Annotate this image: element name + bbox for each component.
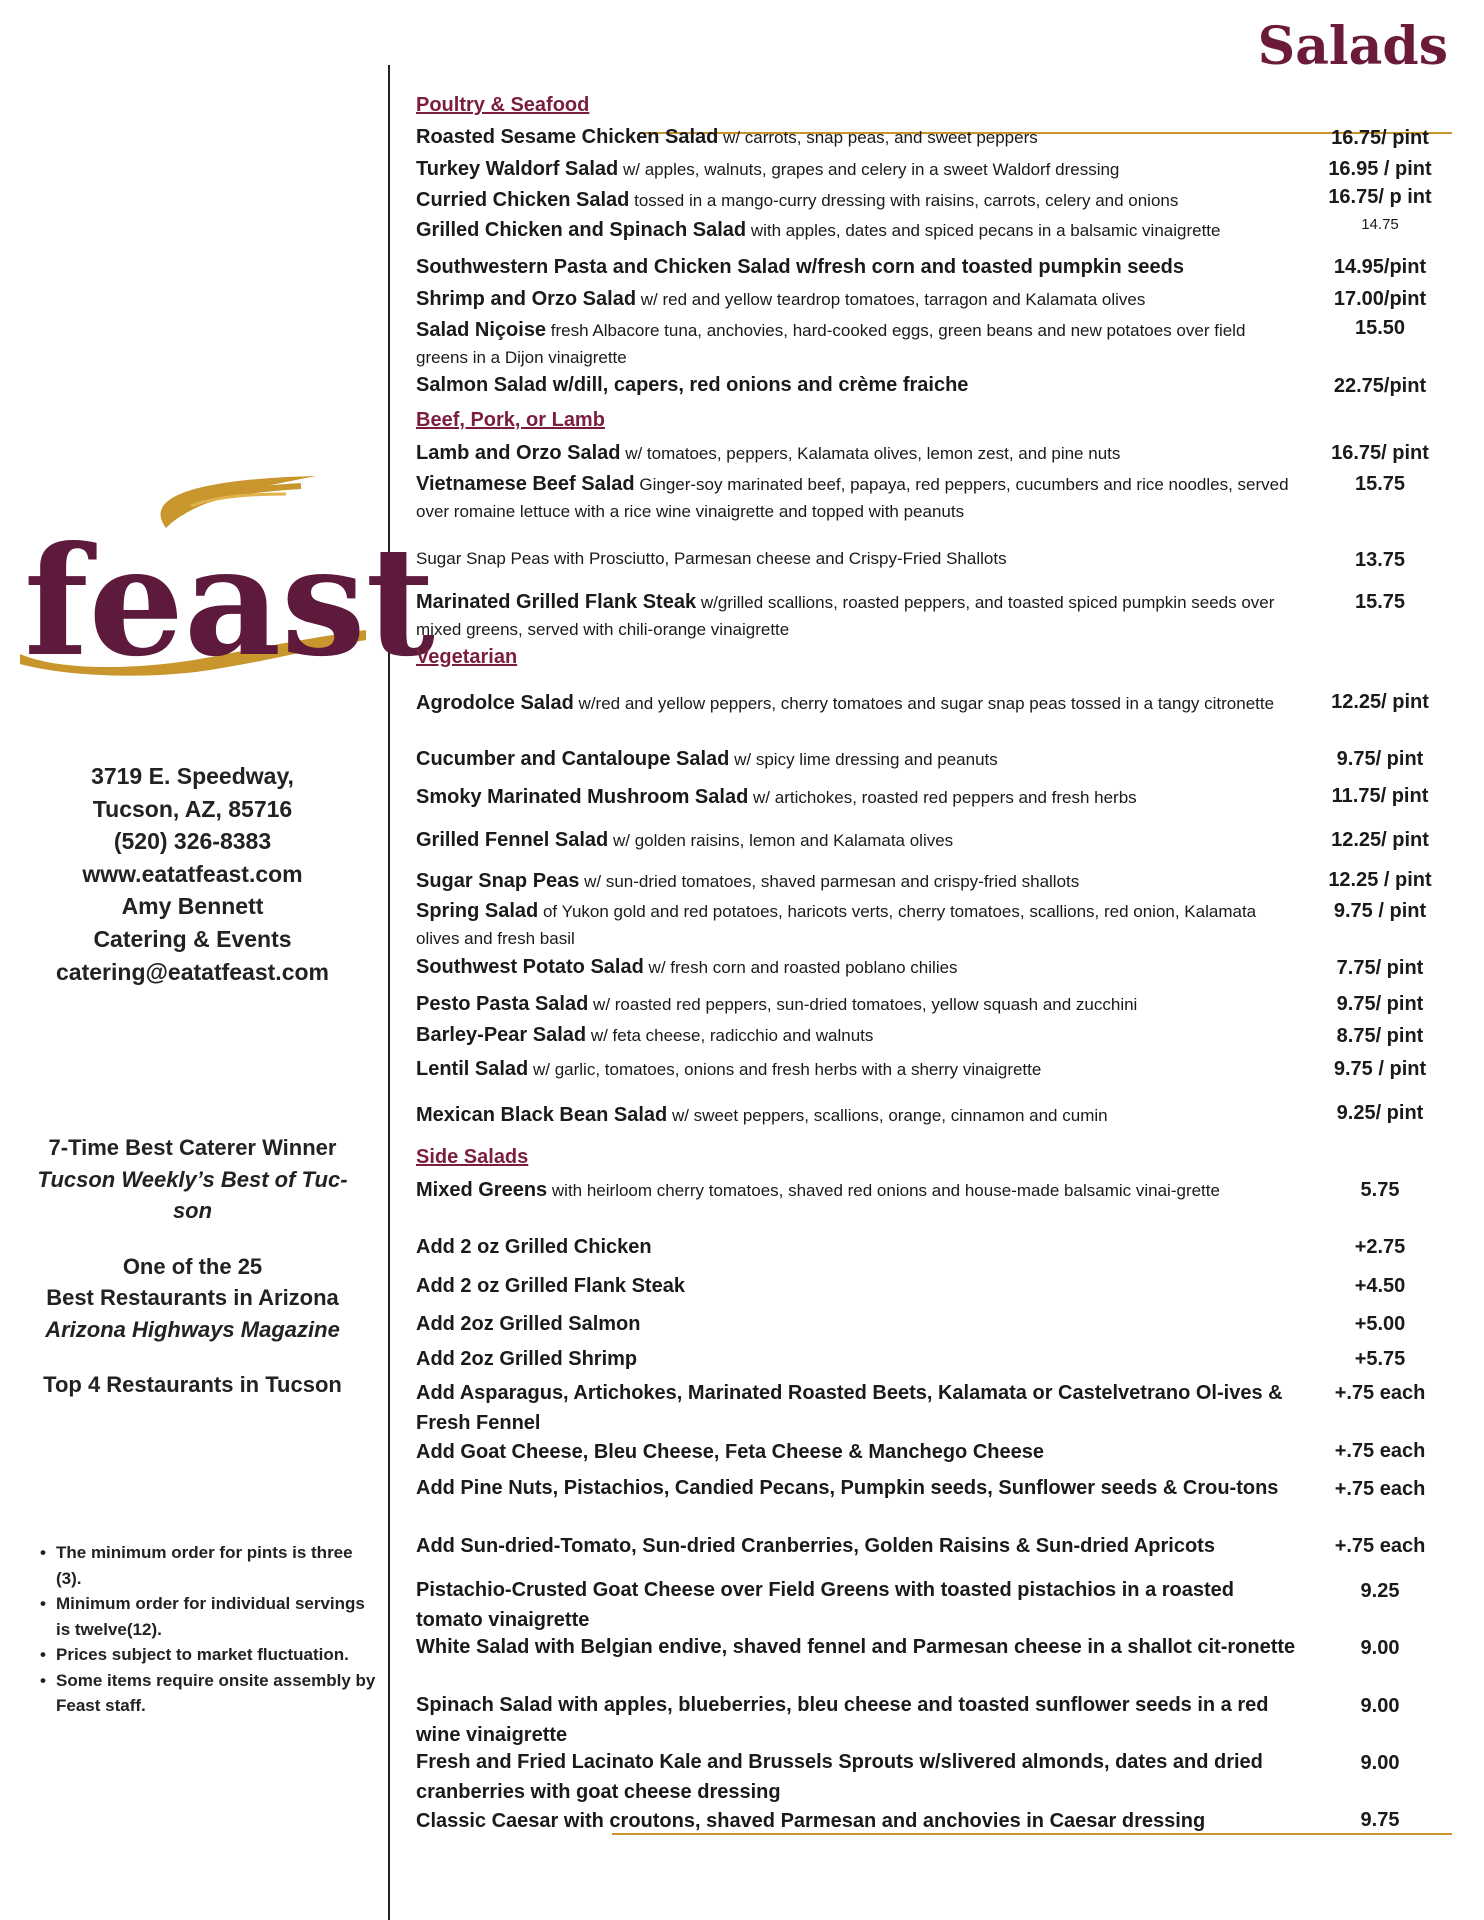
order-notes <box>40 1540 380 1719</box>
menu-item: Add 2 oz Grilled Flank Steak <box>416 1275 685 1297</box>
menu-item-price: 13.75 <box>1354 549 1406 571</box>
menu-item: Agrodolce Salad w/red and yellow peppers, cherry tomatoes and sugar snap peas tossed in a tangy citronette <box>416 692 1275 714</box>
menu-item-price: 9.75 / pint <box>1333 900 1427 922</box>
menu-item: Cucumber and Cantaloupe Salad w/ spicy lime dressing and peanuts <box>416 748 998 770</box>
menu-item-price: 15.50 <box>1354 317 1406 339</box>
sidebar <box>0 0 435 1920</box>
menu-item: Add Goat Cheese, Bleu Cheese, Feta Cheese & Manchego Cheese <box>416 1441 1044 1463</box>
contact-department: Catering & Events <box>93 925 292 952</box>
menu-item-price: 14.95/pint <box>1333 256 1427 278</box>
menu-item-price: +.75 each <box>1334 1535 1426 1557</box>
menu-item-price: 16.75/ p int <box>1328 186 1432 208</box>
menu-item: Grilled Fennel Salad w/ golden raisins, lemon and Kalamata olives <box>416 829 954 851</box>
menu-item: Add Pine Nuts, Pistachios, Candied Pecans, Pumpkin seeds, Sunflower seeds & Crou-tons <box>416 1477 1279 1499</box>
award-1-source: Tucson Weekly’s Best of Tuc- <box>37 1166 348 1192</box>
menu-item-price: 8.75/ pint <box>1336 1025 1424 1047</box>
menu-item-price: +4.50 <box>1354 1275 1406 1297</box>
menu-item: Mexican Black Bean Salad w/ sweet peppers, scallions, orange, cinnamon and cumin <box>416 1104 1108 1126</box>
menu-item: Add Sun-dried-Tomato, Sun-dried Cranberries, Golden Raisins & Sun-dried Apricots <box>416 1535 1215 1557</box>
menu-item-price: 9.25/ pint <box>1336 1102 1424 1124</box>
note-item: • Some items require onsite assembly by Feast staff. <box>40 1670 376 1715</box>
menu-item: Add 2 oz Grilled Chicken <box>416 1236 652 1258</box>
award-3-title: Top 4 Restaurants in Tucson <box>43 1372 342 1397</box>
menu-item: Sugar Snap Peas with Prosciutto, Parmesan cheese and Crispy-Fried Shallots <box>416 549 1007 568</box>
menu-item: Pesto Pasta Salad w/ roasted red peppers, sun-dried tomatoes, yellow squash and zucchini <box>416 993 1138 1015</box>
feast-logo <box>16 458 435 698</box>
menu-item: Salmon Salad w/dill, capers, red onions and crème fraiche <box>416 374 969 396</box>
menu-item: Shrimp and Orzo Salad w/ red and yellow teardrop tomatoes, tarragon and Kalamata olives <box>416 288 1146 310</box>
menu-item-price: 9.25 <box>1360 1580 1400 1602</box>
menu-item: Southwestern Pasta and Chicken Salad w/fresh corn and toasted pumpkin seeds <box>416 256 1184 278</box>
contact-name: Amy Bennett <box>121 893 264 920</box>
menu-item: Mixed Greens with heirloom cherry tomatoes, shaved red onions and house-made balsamic vinai-grette <box>416 1179 1220 1201</box>
award-2-source: Arizona Highways Magazine <box>45 1316 340 1342</box>
phone-number: (520) 326-8383 <box>113 828 272 855</box>
menu-item: Spring Salad of Yukon gold and red potatoes, haricots verts, cherry tomatoes, scallions, red onion, Kalamata olives and fresh basil <box>416 900 1257 948</box>
note-item: • The minimum order for pints is three (3). <box>40 1543 353 1588</box>
menu-item: Barley-Pear Salad w/ feta cheese, radicchio and walnuts <box>416 1024 874 1046</box>
menu-item-price: 14.75 <box>1361 216 1399 233</box>
menu-item: Grilled Chicken and Spinach Salad with apples, dates and spiced pecans in a balsamic vinaigrette <box>416 219 1221 241</box>
award-1-title: 7-Time Best Caterer Winner <box>48 1135 337 1160</box>
menu-item-price: +5.75 <box>1354 1348 1406 1370</box>
award-1-source-cont: son <box>172 1198 213 1223</box>
logo-wordmark: feast <box>24 514 435 690</box>
address-city: Tucson, AZ, 85716 <box>92 795 293 822</box>
menu-item-price: 15.75 <box>1354 473 1406 495</box>
menu-item: Classic Caesar with croutons, shaved Parmesan and anchovies in Caesar dressing <box>416 1810 1206 1832</box>
menu-item: Add Asparagus, Artichokes, Marinated Roasted Beets, Kalamata or Castelvetrano Ol-ives & Fresh Fennel <box>416 1382 1283 1434</box>
column-divider <box>388 65 390 1920</box>
menu-item: Fresh and Fried Lacinato Kale and Brussels Sprouts w/slivered almonds, dates and dried cranberries with goat cheese dressing <box>416 1751 1263 1803</box>
menu-item-price: 12.25 / pint <box>1328 869 1432 891</box>
section-heading-beef: Beef, Pork, or Lamb <box>416 409 605 431</box>
menu-item: Spinach Salad with apples, blueberries, bleu cheese and toasted sunflower seeds in a red wine vinaigrette <box>416 1694 1269 1746</box>
menu-item: Add 2oz Grilled Shrimp <box>416 1348 638 1370</box>
menu-item: Salad Niçoise fresh Albacore tuna, anchovies, hard-cooked eggs, green beans and new potatoes over field greens in a Dijon vinaigrette <box>416 319 1246 367</box>
menu-item-price: 12.25/ pint <box>1331 691 1429 713</box>
menu-item-price: +2.75 <box>1354 1236 1406 1258</box>
page-title: Salads <box>1257 16 1448 77</box>
menu-item-price: 11.75/ pint <box>1331 785 1429 807</box>
menu-item-price: +.75 each <box>1334 1478 1426 1500</box>
menu-item-price: 9.00 <box>1360 1637 1400 1659</box>
awards-block <box>10 1132 375 1401</box>
menu-item-price: 9.75/ pint <box>1336 748 1424 770</box>
address-street: 3719 E. Speedway, <box>91 763 294 789</box>
menu-item-price: 9.75/ pint <box>1336 993 1424 1015</box>
menu-item-price: 7.75/ pint <box>1336 957 1424 979</box>
menu-item-price: 16.75/ pint <box>1331 442 1429 464</box>
menu-item: Smoky Marinated Mushroom Salad w/ artichokes, roasted red peppers and fresh herbs <box>416 786 1137 808</box>
menu-item-price: 9.00 <box>1360 1695 1400 1717</box>
menu-item: Vietnamese Beef Salad Ginger-soy marinated beef, papaya, red peppers, cucumbers and rice noodles, served over romaine lettuce with a rice wine vinaigrette and topped with peanuts <box>416 473 1289 521</box>
menu-item-price: 5.75 <box>1360 1179 1400 1201</box>
section-heading-vegetarian: Vegetarian <box>416 646 518 668</box>
award-2-title-cont: Best Restaurants in Arizona <box>46 1285 339 1310</box>
menu-item-price: 12.25/ pint <box>1331 829 1429 851</box>
menu-item: Turkey Waldorf Salad w/ apples, walnuts, grapes and celery in a sweet Waldorf dressing <box>416 158 1120 180</box>
menu-item-price: 9.75 <box>1360 1809 1400 1831</box>
menu-item: White Salad with Belgian endive, shaved fennel and Parmesan cheese in a shallot cit-ronette <box>416 1636 1296 1658</box>
menu-item: Southwest Potato Salad w/ fresh corn and roasted poblano chilies <box>416 956 958 978</box>
menu-item-price: 22.75/pint <box>1333 375 1427 397</box>
menu-item-price: 16.95 / pint <box>1328 158 1432 180</box>
menu-item-price: +5.00 <box>1354 1313 1406 1335</box>
section-heading-side: Side Salads <box>416 1146 529 1168</box>
menu-item-price: 9.00 <box>1360 1752 1400 1774</box>
menu-item: Roasted Sesame Chicken Salad w/ carrots, snap peas, and sweet peppers <box>416 126 1038 148</box>
menu-item: Add 2oz Grilled Salmon <box>416 1313 641 1335</box>
contact-email[interactable]: catering@eatatfeast.com <box>56 958 329 985</box>
menu-item-price: +.75 each <box>1334 1382 1426 1404</box>
note-item: • Minimum order for individual servings is twelve(12). <box>40 1594 365 1639</box>
menu-item: Curried Chicken Salad tossed in a mango-curry dressing with raisins, carrots, celery and onions <box>416 189 1179 211</box>
menu-item-price: 17.00/pint <box>1333 288 1427 310</box>
menu-item-price: +.75 each <box>1334 1440 1426 1462</box>
menu-item: Pistachio-Crusted Goat Cheese over Field Greens with toasted pistachios in a roasted tomato vinaigrette <box>416 1579 1234 1631</box>
section-heading-poultry: Poultry & Seafood <box>416 94 590 116</box>
menu-item: Lamb and Orzo Salad w/ tomatoes, peppers, Kalamata olives, lemon zest, and pine nuts <box>416 442 1121 464</box>
award-2-title: One of the 25 <box>122 1253 263 1279</box>
menu-item: Sugar Snap Peas w/ sun-dried tomatoes, shaved parmesan and crispy-fried shallots <box>416 870 1080 892</box>
menu-item-price: 16.75/ pint <box>1331 127 1429 149</box>
menu-item-price: 9.75 / pint <box>1333 1058 1427 1080</box>
menu-item: Marinated Grilled Flank Steak w/grilled scallions, roasted peppers, and toasted spiced pumpkin seeds over mixed greens, served with chili-orange vinaigrette <box>416 591 1275 639</box>
website[interactable]: www.eatatfeast.com <box>82 860 303 887</box>
note-item: • Prices subject to market fluctuation. <box>40 1645 349 1664</box>
menu-item: Lentil Salad w/ garlic, tomatoes, onions and fresh herbs with a sherry vinaigrette <box>416 1058 1042 1080</box>
contact-block <box>10 760 375 988</box>
menu-item-price: 15.75 <box>1354 591 1406 613</box>
